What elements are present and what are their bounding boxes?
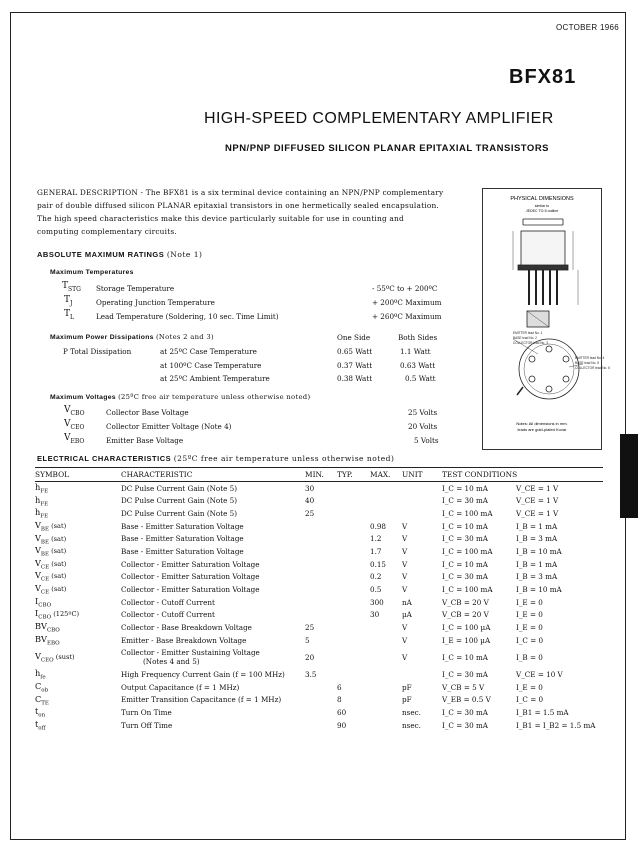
typ-cell [337,533,370,546]
voltage-value: 20 Volts [408,422,438,431]
max-cell: 30 [370,610,380,620]
symbol-cell: $C_{ob}$ [35,680,49,694]
max-cell [370,507,402,520]
temp-symbol: $T_J$ [64,295,73,307]
max-cell [370,668,402,681]
table-row [35,646,603,668]
characteristic-cell: Collector - Emitter Saturation Voltage [121,572,260,582]
table-row [35,634,603,647]
unit-cell: µA [402,610,412,620]
typ-cell: 90 [337,720,347,730]
characteristic-cell: Emitter Transition Capacitance (f = 1 MHz) [121,695,282,705]
characteristic-cell: Turn Off Time [121,720,173,730]
condition-1-cell: V_EB = 0.5 V [442,695,491,705]
unit-cell: V [402,521,408,531]
condition-1-cell: I_C = 30 mA [442,496,488,506]
characteristic-cell: Collector - Cutoff Current [121,597,215,607]
table-row [35,558,603,571]
unit-cell: nA [402,597,412,607]
power-heading: Maximum Power Dissipations (Notes 2 and 3) [50,333,214,341]
condition-1-cell: I_C = 30 mA [442,534,488,544]
condition-1-cell: I_C = 30 mA [442,708,488,718]
characteristic-cell: Emitter - Base Breakdown Voltage [121,635,247,645]
condition-1-cell: I_C = 30 mA [442,670,488,680]
pin-label-3: COLLECTOR lead No. 3 [513,341,548,345]
condition-2-cell: I_C = 0 [516,635,544,645]
symbol-cell: $h_{FE}$ [35,494,49,508]
symbol-cell: $I_{CBO}$ (125ºC) [35,608,80,622]
page-subtitle: NPN/PNP DIFFUSED SILICON PLANAR EPITAXIAL TRANSISTORS [225,143,550,154]
col-header-max: MAX. [370,468,402,482]
typ-cell [337,634,370,647]
power-one-side: 0.37 Watt [337,361,373,370]
temp-value: + 200ºC Maximum [372,298,442,307]
max-cell [370,482,402,495]
condition-2-cell: I_B = 3 mA [516,572,558,582]
characteristic-cell: DC Pulse Current Gain (Note 5) [121,496,238,506]
characteristic-cell: Base - Emitter Saturation Voltage [121,547,244,557]
min-cell [305,719,337,732]
unit-cell [402,507,442,520]
symbol-cell: $h_{fe}$ [35,668,46,681]
max-cell [370,719,402,732]
col-header-characteristic: CHARACTERISTIC [121,468,305,482]
temp-desc: Operating Junction Temperature [96,298,215,307]
diagram-caption-1: similar to [534,204,550,208]
symbol-cell: $V_{CEO}$ (sust) [35,651,75,664]
power-cond: at 100ºC Case Temperature [160,361,262,370]
min-cell: 25 [305,509,315,519]
condition-1-cell: I_C = 30 mA [442,720,488,730]
condition-2-cell: V_CE = 1 V [516,509,559,519]
condition-2-cell: I_B = 1 mA [516,521,558,531]
characteristic-cell: Collector - Cutoff Current [121,610,215,620]
typ-cell [337,482,370,495]
diagram-title: PHYSICAL DIMENSIONS [510,196,574,202]
power-both-sides: 0.63 Watt [400,361,436,370]
table-row [35,583,603,596]
condition-2-cell: I_E = 0 [516,610,543,620]
typ-cell [337,558,370,571]
pin-label-5: BASE lead No. 5 [575,361,599,365]
min-cell: 3.5 [305,670,317,680]
min-cell [305,558,337,571]
condition-1-cell: V_CB = 5 V [442,682,485,692]
typ-cell: 6 [337,682,342,692]
part-number: BFX81 [509,66,577,88]
symbol-cell: $V_{BE}$ (sat) [35,545,67,558]
symbol-cell: $C_{TE}$ [35,693,49,707]
symbol-cell: $I_{CBO}$ [35,595,52,609]
typ-cell [337,646,370,668]
max-cell [370,646,402,668]
temp-desc: Storage Temperature [96,284,175,293]
max-cell: 0.15 [370,559,387,569]
voltage-value: 25 Volts [408,408,438,417]
typ-cell [337,596,370,609]
condition-2-cell: V_CE = 1 V [516,496,559,506]
characteristic-cell: Collector - Emitter Saturation Voltage [121,584,260,594]
condition-2-cell: I_B = 10 mA [516,584,562,594]
unit-cell: nsec. [402,708,421,718]
diagram-note-2: leads are gold-plated Kovar [517,427,567,432]
characteristic-cell: High Frequency Current Gain (f = 100 MHz) [121,670,285,680]
table-row [35,495,603,508]
power-both-sides: 0.5 Watt [405,374,436,383]
absolute-ratings-heading: ABSOLUTE MAXIMUM RATINGS (Note 1) [37,250,203,259]
unit-cell: V [402,635,408,645]
characteristic-cell: Collector - Base Breakdown Voltage [121,622,252,632]
symbol-cell: $h_{FE}$ [35,482,49,495]
condition-1-cell: I_C = 10 mA [442,521,488,531]
min-cell [305,520,337,533]
diagram-note-1: Notes: All dimensions in mm. [516,421,568,426]
symbol-cell: $V_{BE}$ (sat) [35,519,67,533]
symbol-cell: $t_{off}$ [35,718,46,732]
power-cond: at 25ºC Case Temperature [160,347,257,356]
max-cell: 0.5 [370,584,382,594]
condition-1-cell: I_C = 100 mA [442,547,493,557]
max-cell [370,621,402,634]
max-cell: 1.2 [370,534,382,544]
typ-cell: 8 [337,695,342,705]
package-outline-drawing [483,189,610,449]
diagram-caption-2: JEDEC TO-5 outline [525,209,559,213]
power-col-one-side: One Side [337,333,371,342]
table-row [35,706,603,719]
condition-2-cell: I_E = 0 [516,622,543,632]
min-cell: 25 [305,622,315,632]
pin-label-6: COLLECTOR lead No. 6 [575,366,610,370]
unit-cell: V [402,534,408,544]
condition-2-cell: I_B = 10 mA [516,547,562,557]
col-header-min: MIN. [305,468,337,482]
voltage-value: 5 Volts [414,436,439,445]
voltages-heading: Maximum Voltages (25ºC free air temperature unless otherwise noted) [50,393,311,401]
max-cell [370,694,402,707]
symbol-cell: $h_{FE}$ [35,507,49,520]
electrical-characteristics-table [35,467,603,732]
condition-1-cell: I_C = 100 mA [442,509,493,519]
symbol-cell: $V_{CE}$ (sat) [35,583,67,596]
condition-2-cell: I_B1 = 1.5 mA [516,708,569,718]
max-cell: 1.7 [370,547,382,557]
condition-1-cell: V_CB = 20 V [442,597,489,607]
condition-1-cell: I_C = 100 mA [442,584,493,594]
min-cell: 5 [305,635,310,645]
min-cell [305,596,337,609]
condition-2-cell: I_E = 0 [516,597,543,607]
power-col-both-sides: Both Sides [398,333,438,342]
condition-2-cell: I_B1 = I_B2 = 1.5 mA [516,720,596,730]
pin-label-1: EMITTER lead No. 1 [513,331,543,335]
table-row [35,533,603,546]
power-cond: at 25ºC Ambient Temperature [160,374,270,383]
typ-cell [337,570,370,583]
document-date: OCTOBER 1966 [556,23,620,32]
table-row [35,507,603,520]
unit-cell: nsec. [402,720,421,730]
characteristic-cell: DC Pulse Current Gain (Note 5) [121,483,238,493]
unit-cell [402,495,442,508]
unit-cell: pF [402,695,412,705]
condition-2-cell: V_CE = 10 V [516,670,563,680]
temp-value: - 55ºC to + 200ºC [372,284,438,293]
temperatures-heading: Maximum Temperatures [50,269,134,276]
min-cell [305,533,337,546]
max-cell [370,634,402,647]
condition-1-cell: I_E = 100 µA [442,635,491,645]
temp-symbol: $T_{STG}$ [62,281,81,293]
table-header-row [35,468,603,482]
min-cell [305,608,337,621]
unit-cell: V [402,547,408,557]
symbol-cell: $V_{CE}$ (sat) [35,557,67,571]
condition-1-cell: I_C = 30 mA [442,572,488,582]
typ-cell [337,520,370,533]
col-header-test-conditions: TEST CONDITIONS [442,468,603,482]
condition-2-cell: I_B = 0 [516,652,543,662]
power-one-side: 0.38 Watt [337,374,373,383]
unit-cell: V [402,572,408,582]
characteristic-cell: Output Capacitance (f = 1 MHz) [121,682,240,692]
characteristic-cell: Collector - Emitter Sustaining Voltage (Notes 4 and 5) [121,648,260,667]
voltage-symbol: $V_{EBO}$ [64,433,85,445]
max-cell: 300 [370,597,384,607]
col-header-unit: UNIT [402,468,442,482]
min-cell: 20 [305,652,315,662]
temp-value: + 260ºC Maximum [372,312,442,321]
table-row [35,482,603,495]
condition-1-cell: I_C = 10 mA [442,483,488,493]
table-row [35,719,603,732]
table-row [35,681,603,694]
condition-1-cell: V_CB = 20 V [442,610,489,620]
table-row [35,570,603,583]
voltage-symbol: $V_{CEO}$ [64,419,85,431]
typ-cell [337,545,370,558]
typ-cell [337,495,370,508]
typ-cell [337,583,370,596]
min-cell [305,681,337,694]
unit-cell: V [402,622,408,632]
condition-1-cell: I_C = 100 µA [442,622,491,632]
characteristic-cell: Turn On Time [121,708,172,718]
power-one-side: 0.65 Watt [337,347,373,356]
typ-cell [337,507,370,520]
unit-cell: V [402,652,408,662]
symbol-cell: $BV_{CBO}$ [35,621,60,634]
table-row [35,694,603,707]
min-cell [305,706,337,719]
physical-dimensions-diagram [482,188,610,450]
unit-cell: V [402,559,408,569]
unit-cell: V [402,584,408,594]
typ-cell [337,668,370,681]
temp-desc: Lead Temperature (Soldering, 10 sec. Time Limit) [96,312,279,321]
table-row [35,668,603,681]
max-cell: 0.98 [370,521,387,531]
index-tab-marker [620,434,638,518]
unit-cell: pF [402,682,412,692]
table-row [35,596,603,609]
table-row [35,608,603,621]
condition-1-cell: I_C = 10 mA [442,652,488,662]
min-cell [305,694,337,707]
voltage-desc: Emitter Base Voltage [106,436,184,445]
typ-cell [337,608,370,621]
min-cell: 40 [305,496,315,506]
condition-2-cell: I_B = 3 mA [516,534,558,544]
col-header-typ: TYP. [337,468,370,482]
symbol-cell: $V_{BE}$ (sat) [35,532,67,546]
unit-cell [402,482,442,495]
unit-cell [402,668,442,681]
condition-2-cell: I_C = 0 [516,695,544,705]
characteristic-cell: Base - Emitter Saturation Voltage [121,534,244,544]
pin-label-4: EMITTER lead No. 4 [575,356,605,360]
table-row [35,545,603,558]
general-description: GENERAL DESCRIPTION - The BFX81 is a six terminal device containing an NPN/PNP complementary pair of double diffused silicon PLANAR epitaxial transistors in one hermetically sealed encapsulation. The high speed characteristics make this device particularly suitable for use in counting and computing complementary circuits. [37,188,444,236]
voltage-desc: Collector Base Voltage [106,408,189,417]
voltage-symbol: $V_{CBO}$ [64,405,85,417]
max-cell: 0.2 [370,572,382,582]
min-cell [305,570,337,583]
typ-cell: 60 [337,708,347,718]
condition-2-cell: V_CE = 1 V [516,483,559,493]
typ-cell [337,621,370,634]
characteristic-cell: Base - Emitter Saturation Voltage [121,521,244,531]
condition-2-cell: I_E = 0 [516,682,543,692]
symbol-cell: $V_{CE}$ (sat) [35,570,67,584]
table-row [35,520,603,533]
min-cell [305,583,337,596]
characteristic-cell: Collector - Emitter Saturation Voltage [121,559,260,569]
symbol-cell: $BV_{EBO}$ [35,633,60,647]
max-cell [370,495,402,508]
condition-1-cell: I_C = 10 mA [442,559,488,569]
power-label: P Total Dissipation [63,347,132,356]
page-title: HIGH-SPEED COMPLEMENTARY AMPLIFIER [204,110,554,127]
power-both-sides: 1.1 Watt [400,347,431,356]
table-row [35,621,603,634]
max-cell [370,706,402,719]
temp-symbol: $T_L$ [64,309,74,321]
pin-label-2: BASE lead No. 2 [513,336,537,340]
voltage-desc: Collector Emitter Voltage (Note 4) [106,422,232,431]
electrical-heading: ELECTRICAL CHARACTERISTICS (25ºC free air temperature unless otherwise noted) [37,454,395,463]
symbol-cell: $t_{on}$ [35,706,46,719]
max-cell [370,681,402,694]
min-cell [305,545,337,558]
condition-2-cell: I_B = 1 mA [516,559,558,569]
min-cell: 30 [305,483,315,493]
col-header-symbol: SYMBOL [35,468,121,482]
characteristic-cell: DC Pulse Current Gain (Note 5) [121,509,238,519]
